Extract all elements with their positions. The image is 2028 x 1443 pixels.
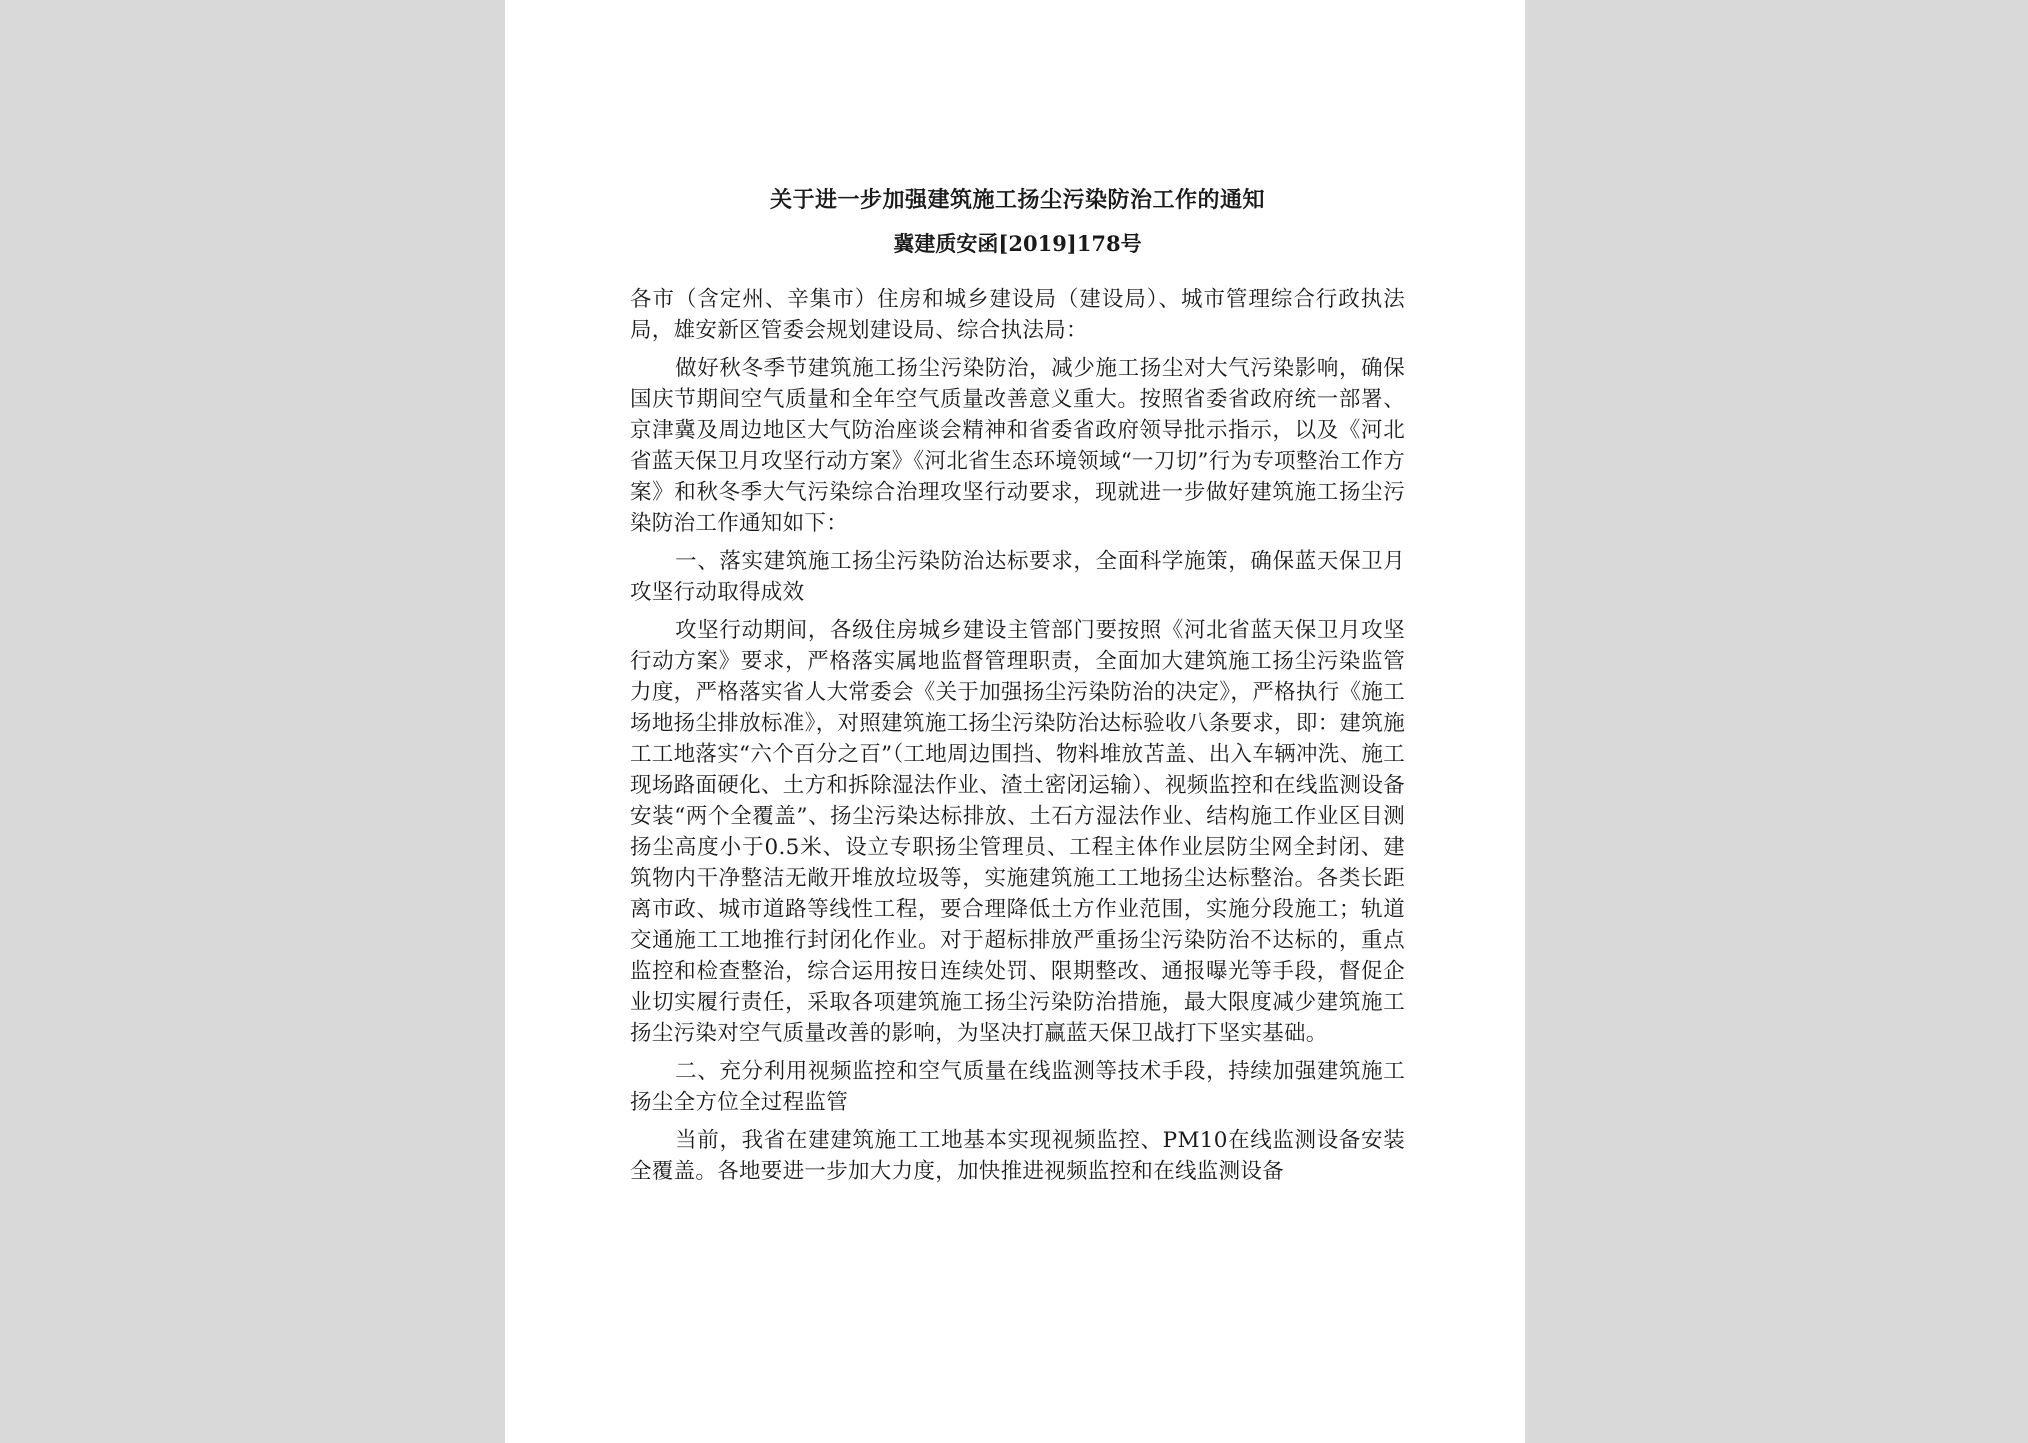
section-body-2: 当前，我省在建建筑施工工地基本实现视频监控、PM10在线监测设备安装全覆盖。各地要进一步加大力度，加快推进视频监控和在线监测设备 <box>630 1128 1405 1184</box>
recipients-paragraph: 各市（含定州、辛集市）住房和城乡建设局（建设局）、城市管理综合行政执法局，雄安新区管委会规划建设局、综合执法局： <box>630 287 1405 343</box>
section-heading-1: 一、落实建筑施工扬尘污染防治达标要求，全面科学施策，确保蓝天保卫月攻坚行动取得成效 <box>630 549 1405 605</box>
intro-paragraph: 做好秋冬季节建筑施工扬尘污染防治，减少施工扬尘对大气污染影响，确保国庆节期间空气质量和全年空气质量改善意义重大。按照省委省政府统一部署、京津冀及周边地区大气防治座谈会精神和省委省政府领导批示指示，以及《河北省蓝天保卫月攻坚行动方案》《河北省生态环境领域“一刀切”行为专项整治工作方案》和秋冬季大气污染综合治理攻坚行动要求，现就进一步做好建筑施工扬尘污染防治工作通知如下： <box>630 356 1405 536</box>
document-page <box>505 0 1525 1443</box>
document-body <box>630 180 1405 1194</box>
document-number: 冀建质安函[2019]178号 <box>893 231 1142 256</box>
document-title: 关于进一步加强建筑施工扬尘污染防治工作的通知 <box>769 187 1265 213</box>
section-heading-2: 二、充分利用视频监控和空气质量在线监测等技术手段，持续加强建筑施工扬尘全方位全过程监管 <box>630 1059 1405 1115</box>
section-body-1: 攻坚行动期间，各级住房城乡建设主管部门要按照《河北省蓝天保卫月攻坚行动方案》要求，严格落实属地监督管理职责，全面加大建筑施工扬尘污染监管力度，严格落实省人大常委会《关于加强扬尘污染防治的决定》，严格执行《施工场地扬尘排放标准》，对照建筑施工扬尘污染防治达标验收八条要求，即：建筑施工工地落实“六个百分之百”（工地周边围挡、物料堆放苫盖、出入车辆冲洗、施工现场路面硬化、土方和拆除湿法作业、渣土密闭运输）、视频监控和在线监测设备安装“两个全覆盖”、扬尘污染达标排放、土石方湿法作业、结构施工作业区目测扬尘高度小于0.5米、设立专职扬尘管理员、工程主体作业层防尘网全封闭、建筑物内干净整洁无敞开堆放垃圾等，实施建筑施工工地扬尘达标整治。各类长距离市政、城市道路等线性工程，要合理降低土方作业范围，实施分段施工；轨道交通施工工地推行封闭化作业。对于超标排放严重扬尘污染防治不达标的，重点监控和检查整治，综合运用按日连续处罚、限期整改、通报曝光等手段，督促企业切实履行责任，采取各项建筑施工扬尘污染防治措施，最大限度减少建筑施工扬尘污染对空气质量改善的影响，为坚决打赢蓝天保卫战打下坚实基础。 <box>630 618 1405 1046</box>
